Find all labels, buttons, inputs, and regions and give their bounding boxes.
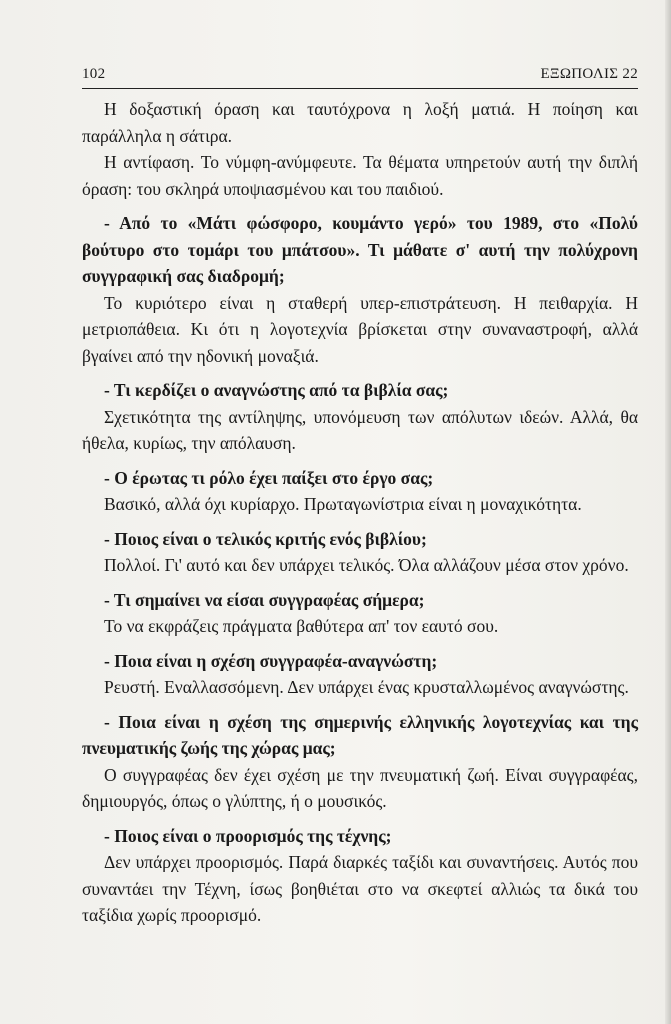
question-heading: - Τι κερδίζει ο αναγνώστης από τα βιβλία σας;: [104, 380, 449, 400]
spacer: [82, 518, 638, 526]
running-title: ΕΞΩΠΟΛΙΣ 22: [540, 66, 638, 82]
answer-paragraph: Πολλοί. Γι' αυτό και δεν υπάρχει τελικός. Όλα αλλάζουν μέσα στον χρόνο.: [104, 555, 629, 575]
answer-paragraph: Ο συγγραφέας δεν έχει σχέση με την πνευματική ζωή. Είναι συγγραφέας, δημιουργός, όπως ο γλύπτης, ή ο μουσικός.: [82, 764, 638, 811]
spacer: [82, 701, 638, 709]
answer-paragraph: Η αντίφαση. Το νύμφη-ανύμφευτε. Τα θέματα υπηρετούν αυτή την διπλή όραση: του σκληρά υποψιασμένου και του παιδιού.: [82, 152, 638, 199]
spacer: [82, 579, 638, 587]
question-heading: - Ποια είναι η σχέση της σημερινής ελληνικής λογοτεχνίας και της πνευματικής ζωής της χώρας μας;: [82, 711, 638, 758]
answer-paragraph: Η δοξαστική όραση και ταυτόχρονα η λοξή ματιά. Η ποίηση και παράλληλα η σάτιρα.: [82, 99, 638, 146]
interview-text: [82, 96, 638, 929]
answer-paragraph: Σχετικότητα της αντίληψης, υπονόμευση των απόλυτων ιδεών. Αλλά, θα ήθελα, κυρίως, την απόλαυση.: [82, 406, 638, 453]
spacer: [82, 457, 638, 465]
question-heading: - Από το «Μάτι φώσφορο, κουμάντο γερό» του 1989, στο «Πολύ βούτυρο στο τομάρι του μπάτσου». Τι μάθατε σ' αυτή την πολύχρονη συγγραφική σας διαδρομή;: [82, 213, 638, 286]
answer-paragraph: Το να εκφράζεις πράγματα βαθύτερα απ' τον εαυτό σου.: [104, 616, 499, 636]
answer-paragraph: Ρευστή. Εναλλασσόμενη. Δεν υπάρχει ένας κρυσταλλωμένος αναγνώστης.: [104, 677, 629, 697]
question-heading: - Τι σημαίνει να είσαι συγγραφέας σήμερα;: [104, 589, 425, 610]
page-number: 102: [82, 66, 106, 82]
spacer: [82, 369, 638, 377]
answer-paragraph: Βασικό, αλλά όχι κυρίαρχο. Πρωταγωνίστρια είναι η μοναχικότητα.: [104, 494, 582, 514]
question-heading: - Ποια είναι η σχέση συγγραφέα-αναγνώστη;: [104, 650, 438, 671]
question-heading: - Ποιος είναι ο τελικός κριτής ενός βιβλίου;: [104, 528, 427, 549]
spacer: [82, 640, 638, 648]
page-spine-shadow: [665, 0, 671, 1024]
answer-paragraph: Δεν υπάρχει προορισμός. Παρά διαρκές ταξίδι και συναντήσεις. Αυτός που συναντάει την Τέχνη, ίσως βοηθιέται στο να σκεφτεί αλλιώς τα δικά του ταξίδια χωρίς προορισμό.: [82, 852, 638, 925]
question-heading: - Ποιος είναι ο προορισμός της τέχνης;: [104, 825, 392, 846]
page-header: [82, 62, 638, 88]
spacer: [82, 815, 638, 823]
question-heading: - Ο έρωτας τι ρόλο έχει παίξει στο έργο σας;: [104, 467, 434, 488]
spacer: [82, 202, 638, 210]
answer-paragraph: Το κυριότερο είναι η σταθερή υπερ-επιστράτευση. Η πειθαρχία. Η μετριοπάθεια. Κι ότι η λογοτεχνία βρίσκεται στην συναναστροφή, αλλά βγαίνει από την ηδονική μοναξιά.: [82, 292, 638, 366]
header-rule: [82, 88, 638, 89]
